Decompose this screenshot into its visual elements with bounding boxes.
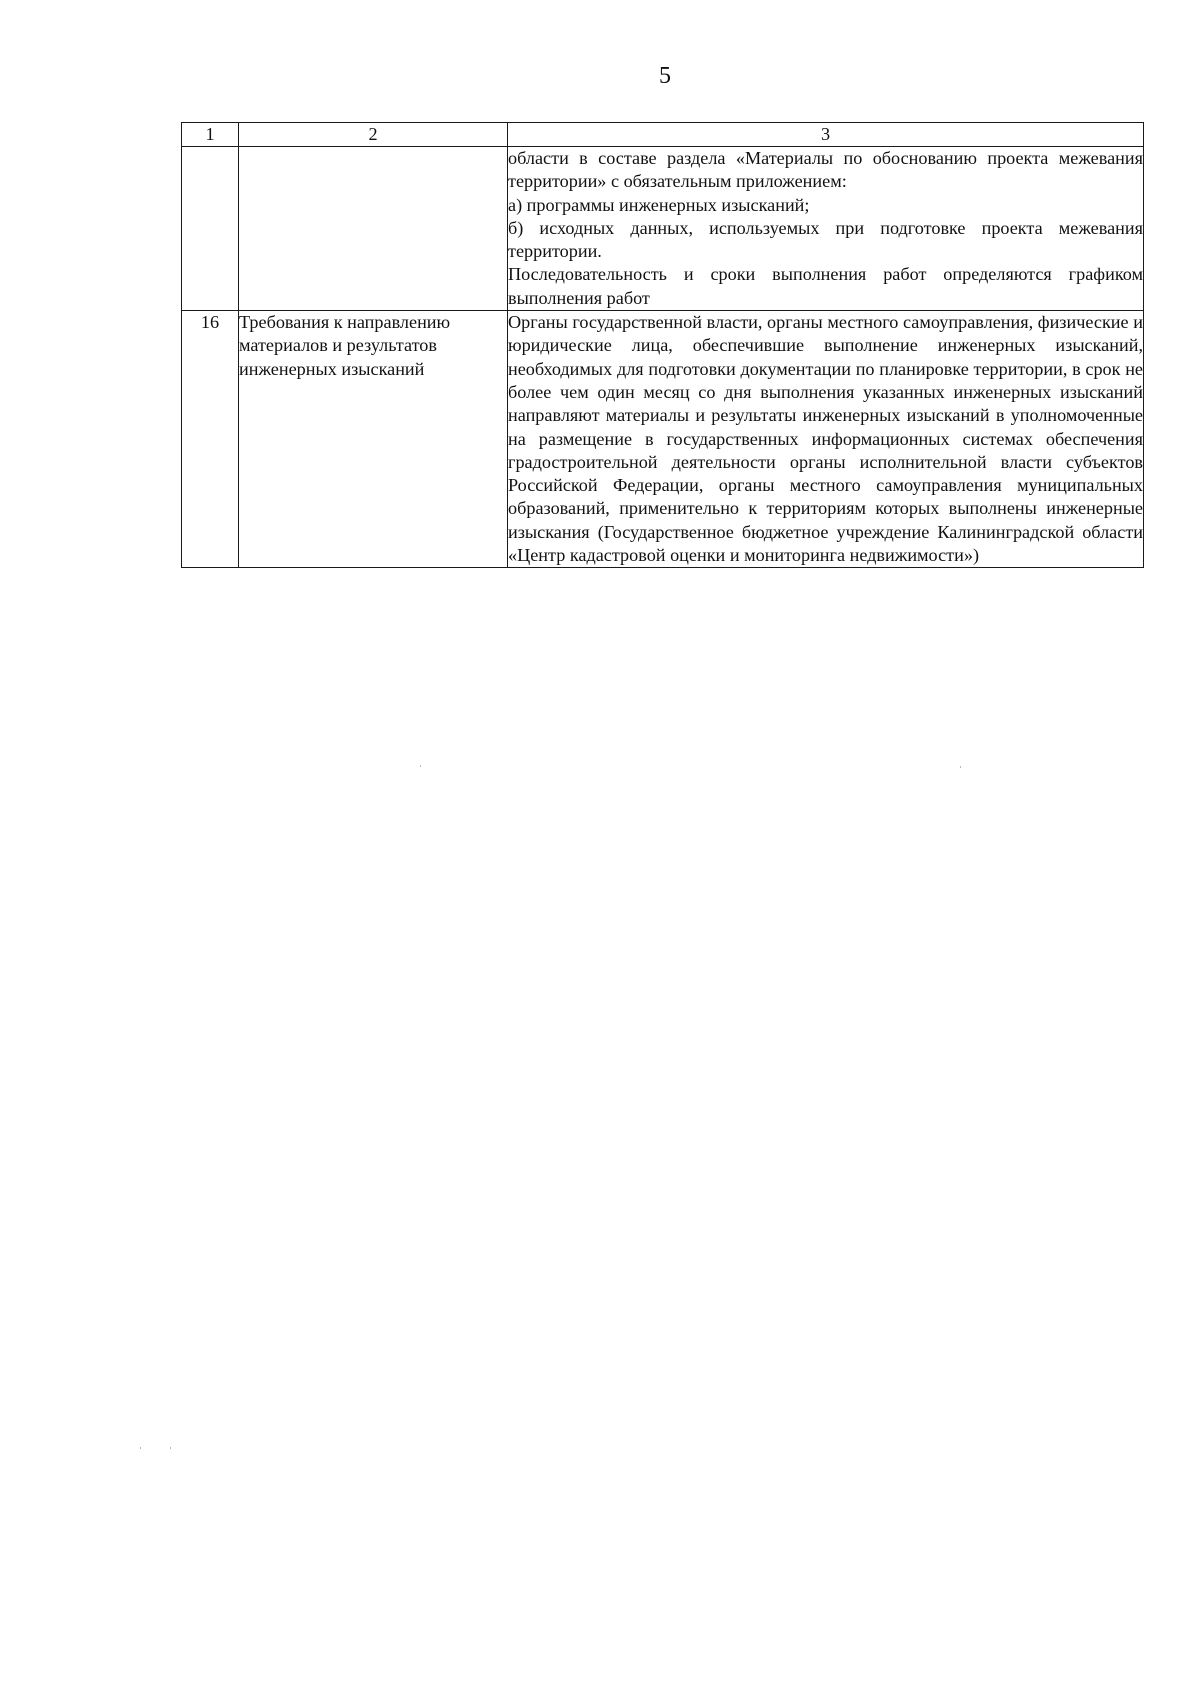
table-row	[182, 147, 1144, 311]
scan-speck	[420, 765, 421, 767]
content-paragraph: а) программы инженерных изысканий;	[508, 194, 810, 215]
requirements-table	[181, 122, 1144, 568]
requirement-name-cell	[239, 147, 508, 311]
content-paragraph: области в составе раздела «Материалы по обоснованию проекта межевания территории» с обязательным приложением:	[508, 148, 1143, 192]
requirement-content-cell	[508, 147, 1144, 311]
scan-speck	[960, 766, 961, 768]
table-row	[182, 311, 1144, 568]
table-header-row	[182, 123, 1144, 147]
column-header-1: 1	[182, 123, 239, 147]
row-number-cell	[182, 147, 239, 311]
scan-speck	[170, 1447, 171, 1449]
page-number: 5	[659, 63, 671, 89]
column-header-3: 3	[508, 123, 1144, 147]
content-paragraph: Последовательность и сроки выполнения работ определяются графиком выполнения работ	[508, 264, 1143, 308]
row-number-cell: 16	[182, 311, 239, 568]
content-paragraph: Органы государственной власти, органы местного самоуправления, физические и юридические лица, обеспечившие выполнение инженерных изысканий, необходимых для подготовки документации по планировке территории, в срок не более чем один месяц со дня выполнения указанных инженерных изысканий направляют материалы и результаты инженерных изысканий в уполномоченные на размещение в государственных информационных системах обеспечения градостроительной деятельности органы исполнительной власти субъектов Российской Федерации, органы местного самоуправления муниципальных образований, применительно к территориям которых выполнены инженерные изыскания (Государственное бюджетное учреждение Калининградской области «Центр кадастровой оценки и мониторинга недвижимости»)	[508, 312, 1143, 566]
scan-speck	[140, 1447, 141, 1449]
column-header-2: 2	[239, 123, 508, 147]
requirement-content-cell	[508, 311, 1144, 568]
requirement-name-cell: Требования к направлению материалов и результатов инженерных изысканий	[239, 311, 508, 568]
content-paragraph: б) исходных данных, используемых при подготовке проекта межевания территории.	[508, 217, 1143, 262]
